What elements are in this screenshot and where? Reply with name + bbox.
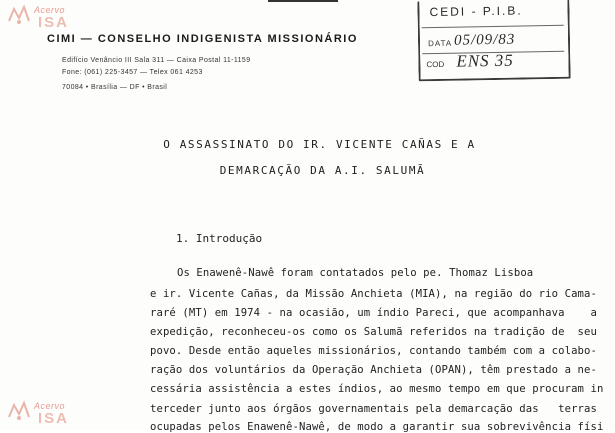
archive-stamp: [417, 0, 570, 81]
stamp-cod: ENS 35: [456, 50, 515, 71]
letterhead-city: 70084 • Brasília — DF • Brasil: [62, 84, 168, 91]
watermark-acervo-text: Acervo: [34, 401, 66, 411]
stamp-divider: [422, 25, 564, 28]
body-line: raré (MT) em 1974 - na ocasião, um índio Pareci, que acompanhava a: [150, 307, 597, 319]
watermark-isa-text: ISA: [38, 410, 70, 427]
watermark-isa-text: ISA: [38, 14, 70, 31]
letterhead-title: CIMI — CONSELHO INDIGENISTA MISSIONÁRIO: [47, 33, 358, 45]
stamp-title: CEDI - P.I.B.: [429, 3, 523, 20]
body-line: expedição, reconheceu-os como os Salumã referidos na tradição de seu: [150, 326, 597, 338]
stamp-date: 05/09/83: [453, 31, 516, 49]
stamp-date-label: DATA: [427, 38, 453, 49]
acervo-emblem-icon: [6, 400, 32, 422]
section-heading: 1. Introdução: [176, 232, 263, 245]
body-line: e ir. Vicente Cañas, da Missão Anchieta (MIA), na região do rio Cama-: [150, 288, 597, 300]
stamp-cod-label: COD: [426, 59, 445, 70]
acervo-emblem-icon: [6, 4, 32, 26]
top-edge-mark: [268, 0, 338, 6]
letterhead-address: Edifício Venâncio III Sala 311 — Caixa Postal 11-1159: [62, 57, 251, 64]
body-line: Os Enawenê-Nawê foram contatados pelo pe. Thomaz Lisboa: [177, 267, 534, 279]
document-title-line-2: DEMARCAÇÃO DA A.I. SALUMÃ: [219, 164, 426, 177]
body-line: ocupadas pelos Enawenê-Nawê, de modo a garantir sua sobrevivência físi: [150, 421, 604, 433]
body-line: cessária assistência a estes índios, ao mesmo tempo em que procuram in: [150, 383, 604, 395]
body-line: povo. Desde então aqueles missionários, contando também com a colabo-: [150, 345, 597, 357]
watermark-acervo-text: Acervo: [34, 5, 66, 15]
document-title-line-1: O ASSASSINATO DO IR. VICENTE CAÑAS E A: [163, 138, 476, 151]
body-line: terceder junto aos órgãos governamentais pela demarcação das terras: [150, 403, 597, 415]
body-line: ração dos voluntários da Operação Anchieta (OPAN), têm prestado a ne-: [150, 364, 597, 376]
letterhead-phone: Fone: (061) 225-3457 — Telex 061 4253: [62, 69, 203, 76]
